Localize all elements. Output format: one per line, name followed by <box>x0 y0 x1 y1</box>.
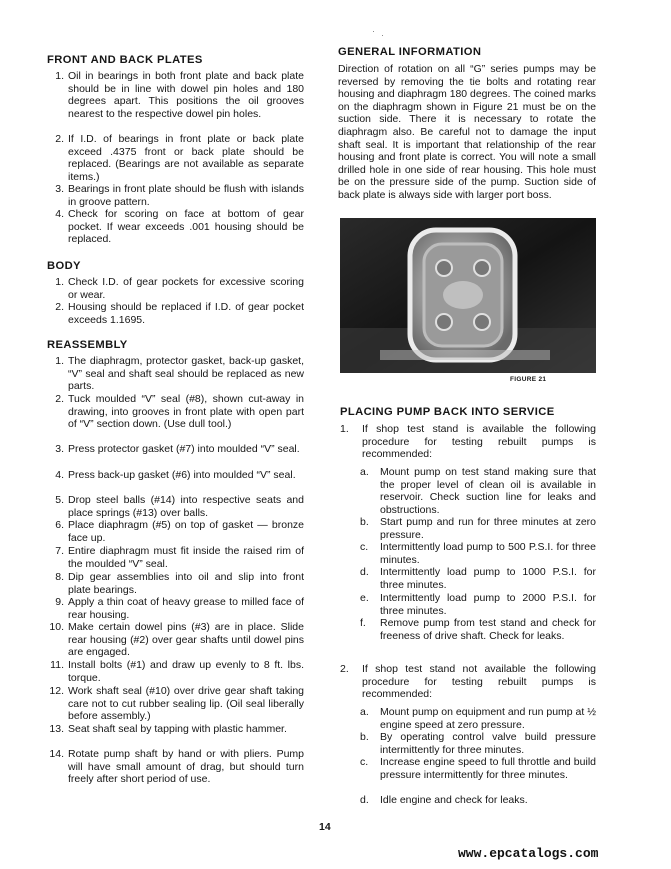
list-item <box>47 393 304 431</box>
section-heading-front-back-plates: FRONT AND BACK PLATES <box>47 54 203 66</box>
sub-text: By operating control valve build pressure intermittently for three minutes. <box>380 731 596 756</box>
item-number: 7. <box>55 545 64 557</box>
item-text: If shop test stand is available the following procedure for testing rebuilt pumps is recommended: <box>362 423 596 460</box>
item-text: Drop steel balls (#14) into respective seats and place springs (#13) over balls. <box>68 494 304 519</box>
list-item <box>47 571 304 596</box>
item-number: 13. <box>49 723 64 735</box>
item-number: 9. <box>55 596 64 608</box>
item-text: Rotate pump shaft by hand or with pliers. Pump will have small amount of drag, but should turn freely after short period of use. <box>68 748 304 785</box>
figure-label: FIGURE 21 <box>510 376 547 383</box>
sub-letter: c. <box>360 541 369 553</box>
item-text: Work shaft seal (#10) over drive gear shaft taking care not to cut rubber sealing lip. (Oil seal liberally before assembly.) <box>68 685 304 722</box>
list-item <box>47 621 304 659</box>
item-text: Make certain dowel pins (#3) are in place. Slide rear housing (#2) over gear shafts until dowel pins are engaged. <box>68 621 304 658</box>
sub-text: Idle engine and check for leaks. <box>380 794 528 806</box>
sub-item <box>360 731 596 756</box>
item-text: Bearings in front plate should be flush with islands in groove pattern. <box>68 183 304 208</box>
item-text: Place diaphragm (#5) on top of gasket — bronze face up. <box>68 519 304 544</box>
item-number: 5. <box>55 494 64 506</box>
list-item <box>47 208 304 246</box>
list-item <box>47 301 304 326</box>
sub-item <box>360 706 596 731</box>
item-number: 6. <box>55 519 64 531</box>
item-number: 11. <box>50 659 64 671</box>
sub-letter: a. <box>360 466 369 478</box>
item-number: 4. <box>55 469 64 481</box>
sub-item <box>360 794 596 807</box>
list-item <box>47 276 304 301</box>
sub-text: Mount pump on equipment and run pump at ½ engine speed at zero pressure. <box>380 706 596 731</box>
list-item <box>47 183 304 208</box>
item-text: Seat shaft seal by tapping with plastic hammer. <box>68 723 287 735</box>
sub-letter: d. <box>360 794 369 806</box>
item-number: 2. <box>55 133 64 145</box>
item-number: 1. <box>55 70 64 82</box>
item-text: If I.D. of bearings in front plate or back plate exceed .4375 front or back plate should be replaced. (Bearings are not available as separate items.) <box>68 133 304 183</box>
list-item <box>47 355 304 393</box>
sub-item <box>360 566 596 591</box>
item-text: Install bolts (#1) and draw up evenly to 8 ft. lbs. torque. <box>68 659 304 684</box>
list-item <box>340 663 596 701</box>
page-number: 14 <box>319 821 331 833</box>
item-text: Oil in bearings in both front plate and back plate should be in line with dowel pin holes and 180 degrees apart. This positions the oil grooves nearest to the respective dowel pin holes. <box>68 70 304 120</box>
list-item <box>47 469 304 482</box>
sub-item <box>360 541 596 566</box>
sub-text: Intermittently load pump to 500 P.S.I. for three minutes. <box>380 541 596 566</box>
sub-text: Intermittently load pump to 1000 P.S.I. for three minutes. <box>380 566 596 591</box>
sub-item <box>360 466 596 516</box>
list-item <box>47 748 304 786</box>
item-number: 1. <box>55 355 64 367</box>
item-number: 12. <box>49 685 64 697</box>
figure-21-photo <box>340 218 596 373</box>
sub-text: Intermittently load pump to 2000 P.S.I. for three minutes. <box>380 592 596 617</box>
item-number: 2. <box>55 393 64 405</box>
scan-speck: · <box>372 26 375 36</box>
item-text: Check for scoring on face at bottom of gear pocket. If wear exceeds .001 housing should be replaced. <box>68 208 304 245</box>
item-number: 1. <box>55 276 64 288</box>
item-number: 2. <box>55 301 64 313</box>
item-number: 8. <box>55 571 64 583</box>
item-text: The diaphragm, protector gasket, back-up gasket, “V” seal and shaft seal should be replaced as new parts. <box>68 355 304 392</box>
list-item <box>47 443 304 456</box>
section-heading-general-information: GENERAL INFORMATION <box>338 46 482 58</box>
list-item <box>47 659 304 684</box>
item-text: Press back-up gasket (#6) into moulded “V” seal. <box>68 469 296 481</box>
sub-letter: a. <box>360 706 369 718</box>
item-text: Entire diaphragm must fit inside the raised rim of the moulded “V” seal. <box>68 545 304 570</box>
sub-item <box>360 756 596 781</box>
list-item <box>47 596 304 621</box>
sub-item <box>360 516 596 541</box>
list-item <box>47 723 304 736</box>
item-text: If shop test stand not available the following procedure for testing rebuilt pumps is recommended: <box>362 663 596 700</box>
item-number: 14. <box>49 748 64 760</box>
sub-letter: e. <box>360 592 369 604</box>
list-item <box>47 70 304 120</box>
sub-text: Increase engine speed to full throttle and build pressure intermittently for three minutes. <box>380 756 596 781</box>
sub-letter: d. <box>360 566 369 578</box>
pump-photo-image <box>340 218 596 373</box>
section-heading-reassembly: REASSEMBLY <box>47 339 128 351</box>
sub-letter: b. <box>360 516 369 528</box>
sub-item <box>360 617 596 642</box>
list-item <box>47 494 304 519</box>
item-text: Press protector gasket (#7) into moulded “V” seal. <box>68 443 300 455</box>
list-item <box>47 519 304 544</box>
sub-text: Remove pump from test stand and check for freeness of drive shaft. Check for leaks. <box>380 617 596 642</box>
item-text: Check I.D. of gear pockets for excessive scoring or wear. <box>68 276 304 301</box>
scan-speck: · <box>381 30 384 40</box>
sub-letter: b. <box>360 731 369 743</box>
item-text: Apply a thin coat of heavy grease to milled face of rear housing. <box>68 596 304 621</box>
item-number: 3. <box>55 183 64 195</box>
item-text: Housing should be replaced if I.D. of gear pocket exceeds 1.1695. <box>68 301 304 326</box>
watermark-link[interactable]: www.epcatalogs.com <box>458 846 599 861</box>
list-item <box>47 545 304 570</box>
list-item <box>47 685 304 723</box>
item-number: 3. <box>55 443 64 455</box>
item-number: 10. <box>49 621 64 633</box>
section-heading-body: BODY <box>47 260 81 272</box>
item-number: 2. <box>340 663 349 675</box>
item-text: Tuck moulded “V” seal (#8), shown cut-away in drawing, into grooves in front plate with open part of “V” section down. (Use dull tool.) <box>68 393 304 430</box>
item-number: 1. <box>340 423 349 435</box>
list-item <box>47 133 304 183</box>
sub-text: Mount pump on test stand making sure that the proper level of clean oil is available in reservoir. Check suction line for leaks and obstructions. <box>380 466 596 516</box>
sub-item <box>360 592 596 617</box>
item-text: Dip gear assemblies into oil and slip into front plate bearings. <box>68 571 304 596</box>
sub-letter: f. <box>360 617 366 629</box>
item-number: 4. <box>55 208 64 220</box>
section-heading-placing-pump: PLACING PUMP BACK INTO SERVICE <box>340 406 555 418</box>
general-information-text: Direction of rotation on all “G” series pumps may be reversed by removing the tie bolts and rotating rear housing and diaphragm 180 degrees. The coined marks on the diaphragm shown in Figure 21 must be on the suction side. There it is necessary to rotate the diaphragm also. Be careful not to damage the input shaft seal. It is important that relationship of the rear housing and front plate is correct. You will note a small drilled hole in one side of rear housing. This hole must be on the pressure side of the pump. Suction side of back plate is always side with larger port boss. <box>338 64 596 201</box>
list-item <box>340 423 596 461</box>
sub-text: Start pump and run for three minutes at zero pressure. <box>380 516 596 541</box>
sub-letter: c. <box>360 756 369 768</box>
